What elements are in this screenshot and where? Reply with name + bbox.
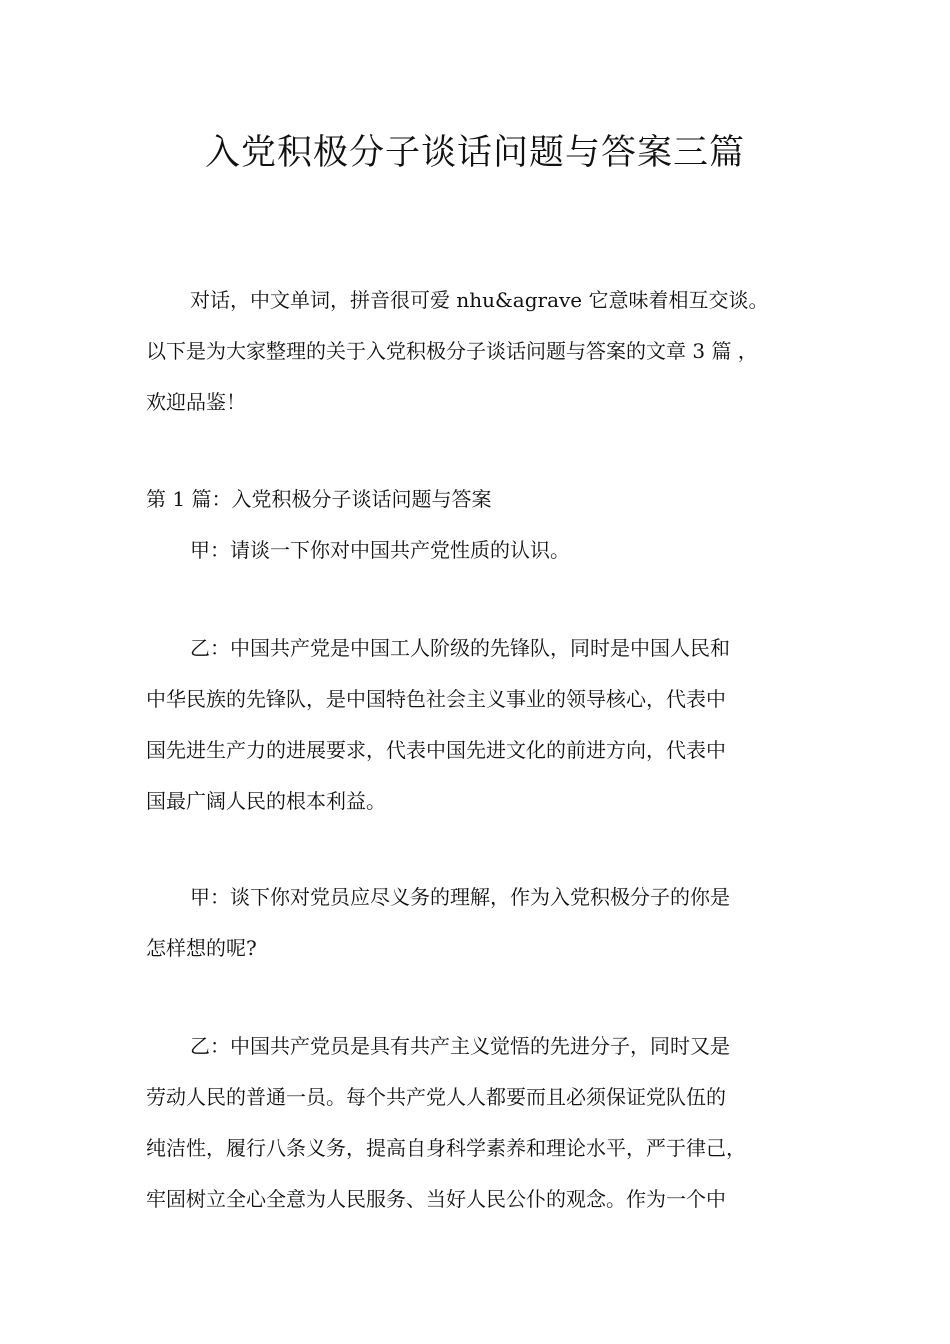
intro-line: 对话，中文单词，拼音很可爱 nhu&agrave 它意味着相互交谈。 — [190, 288, 769, 312]
question-line: 甲：谈下你对党员应尽义务的理解，作为入党积极分子的你是 — [190, 885, 730, 909]
question-line: 怎样想的呢? — [146, 936, 257, 960]
answer-1-paragraph — [146, 623, 826, 827]
answer-line: 劳动人民的普通一员。每个共产党人人都要而且必须保证党队伍的 — [146, 1085, 726, 1109]
answer-line: 国最广阔人民的根本利益。 — [146, 789, 386, 813]
intro-paragraph — [146, 275, 826, 428]
answer-line: 中华民族的先锋队，是中国特色社会主义事业的领导核心，代表中 — [146, 687, 726, 711]
answer-line: 国先进生产力的进展要求，代表中国先进文化的前进方向，代表中 — [146, 738, 726, 762]
intro-line: 以下是为大家整理的关于入党积极分子谈话问题与答案的文章 3 篇 ， — [146, 339, 758, 363]
question-1-paragraph — [146, 525, 826, 576]
answer-line: 乙：中国共产党是中国工人阶级的先锋队，同时是中国人民和 — [190, 636, 730, 660]
answer-line: 乙：中国共产党员是具有共产主义觉悟的先进分子，同时又是 — [190, 1034, 730, 1058]
intro-line: 欢迎品鉴！ — [146, 390, 246, 414]
answer-2-paragraph — [146, 1021, 826, 1225]
document-title: 入党积极分子谈话问题与答案三篇 — [204, 133, 745, 173]
answer-line: 牢固树立全心全意为人民服务、当好人民公仆的观念。作为一个中 — [146, 1187, 726, 1211]
question-2-paragraph — [146, 872, 826, 974]
section-heading — [146, 474, 826, 525]
question-line: 甲：请谈一下你对中国共产党性质的认识。 — [190, 538, 570, 562]
section-heading-text: 第 1 篇：入党积极分子谈话问题与答案 — [146, 487, 492, 511]
answer-line: 纯洁性，履行八条义务，提高自身科学素养和理论水平，严于律己， — [146, 1136, 746, 1160]
